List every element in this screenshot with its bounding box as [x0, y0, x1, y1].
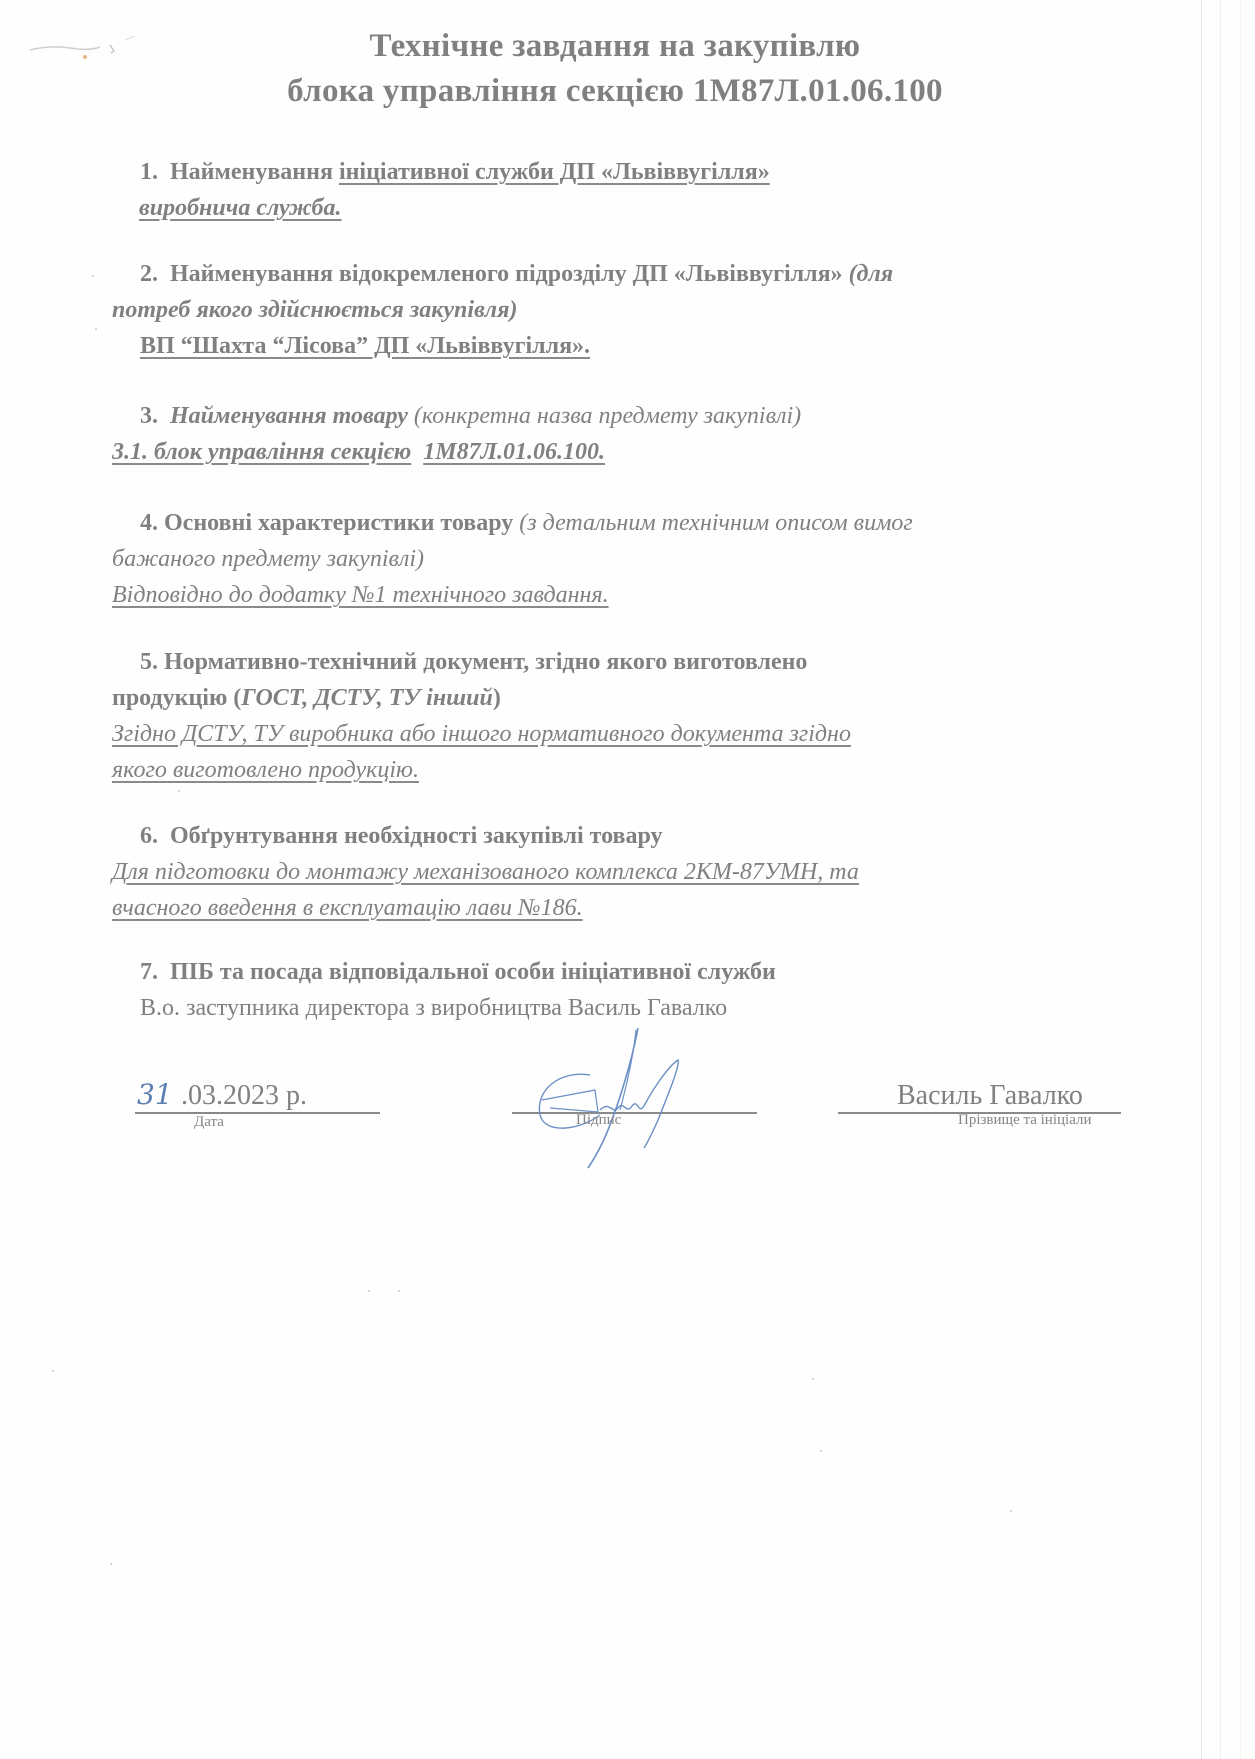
section-4 [112, 505, 1142, 613]
date-printed: .03.2023 р. [181, 1080, 307, 1111]
section-hint: (для [848, 261, 894, 287]
section-value: ВП “Шахта “Лісова” ДП «Львіввугілля». [140, 333, 591, 359]
section-value-continued: вчасного введення в експлуатацію лави №186. [112, 895, 583, 921]
section-heading: Найменування відокремленого підрозділу ДП «Львіввугілля» [170, 261, 843, 287]
title-line-1: Технічне завдання на закупівлю [369, 28, 861, 64]
signatory-name: Василь Гавалко [897, 1080, 1083, 1111]
handwritten-signature-icon [520, 1020, 720, 1170]
scan-speck [812, 1378, 814, 1380]
section-2 [112, 256, 1112, 364]
date-caption: Дата [194, 1114, 224, 1130]
section-heading: ПІБ та посада відповідальної особи ініціативної служби [170, 959, 776, 985]
scan-edge-line [1220, 0, 1221, 1759]
product-code: 1М87Л.01.06.100. [423, 439, 606, 465]
section-heading: Основні характеристики товару [164, 510, 514, 536]
document-title [0, 24, 1230, 114]
section-hint-continued: потреб якого здійснюється закупівля) [112, 297, 518, 323]
section-number: 7. [140, 959, 158, 985]
scan-speck [110, 1563, 112, 1565]
section-value-continued: якого виготовлено продукцію. [112, 757, 419, 783]
date-handwritten-day: 31 [137, 1078, 173, 1111]
section-3 [112, 398, 1112, 470]
section-hint: (з детальним технічним описом вимог [519, 510, 913, 536]
section-hint: (конкретна назва предмету закупівлі) [413, 403, 802, 429]
section-value: 3.1. блок управління секцією [112, 439, 412, 465]
title-line-2: блока управління секцією 1М87Л.01.06.100 [287, 73, 943, 109]
section-number: 6. [140, 823, 158, 849]
section-hint-continued: бажаного предмету закупівлі) [112, 546, 425, 572]
section-heading: Найменування [170, 159, 333, 185]
section-number: 1. [140, 159, 158, 185]
scan-speck [95, 328, 97, 330]
section-heading-close: ) [492, 685, 501, 711]
section-5 [112, 644, 1142, 788]
section-value: Для підготовки до монтажу механізованого комплекса 2КМ-87УМН, та [112, 859, 859, 885]
scan-speck [52, 1370, 54, 1372]
section-heading: Нормативно-технічний документ, згідно якого виготовлено [164, 649, 808, 675]
section-6 [112, 818, 1142, 926]
scan-edge-line [1240, 0, 1241, 1759]
section-1 [140, 154, 770, 226]
scan-edge-line [1201, 0, 1202, 1759]
section-value: Відповідно до додатку №1 технічного завдання. [112, 582, 609, 608]
signature-caption: Підпис [576, 1112, 622, 1128]
section-heading-continued: продукцію ( [112, 685, 242, 711]
section-number: 4. [140, 510, 158, 536]
scan-speck [820, 1450, 822, 1452]
section-value: Згідно ДСТУ, ТУ виробника або іншого нормативного документа згідно [112, 721, 851, 747]
standards-list: ГОСТ, ДСТУ, ТУ інший [241, 685, 493, 711]
section-heading: Найменування товару [170, 403, 408, 429]
section-value: виробнича служба. [139, 195, 342, 221]
section-heading: Обґрунтування необхідності закупівлі товару [170, 823, 663, 849]
responsible-person: В.о. заступника директора з виробництва Василь Гавалко [140, 995, 728, 1021]
scan-speck [92, 275, 94, 277]
section-number: 2. [140, 261, 158, 287]
section-number: 3. [140, 403, 158, 429]
scan-speck [178, 790, 180, 792]
section-7 [112, 954, 1142, 1026]
scan-speck [398, 1290, 400, 1292]
section-number: 5. [140, 649, 158, 675]
name-caption: Прізвище та ініціали [958, 1112, 1092, 1128]
section-heading-underlined: ініціативної служби ДП «Львіввугілля» [338, 159, 770, 185]
scan-speck [1010, 1510, 1012, 1512]
scan-speck [368, 1290, 370, 1292]
